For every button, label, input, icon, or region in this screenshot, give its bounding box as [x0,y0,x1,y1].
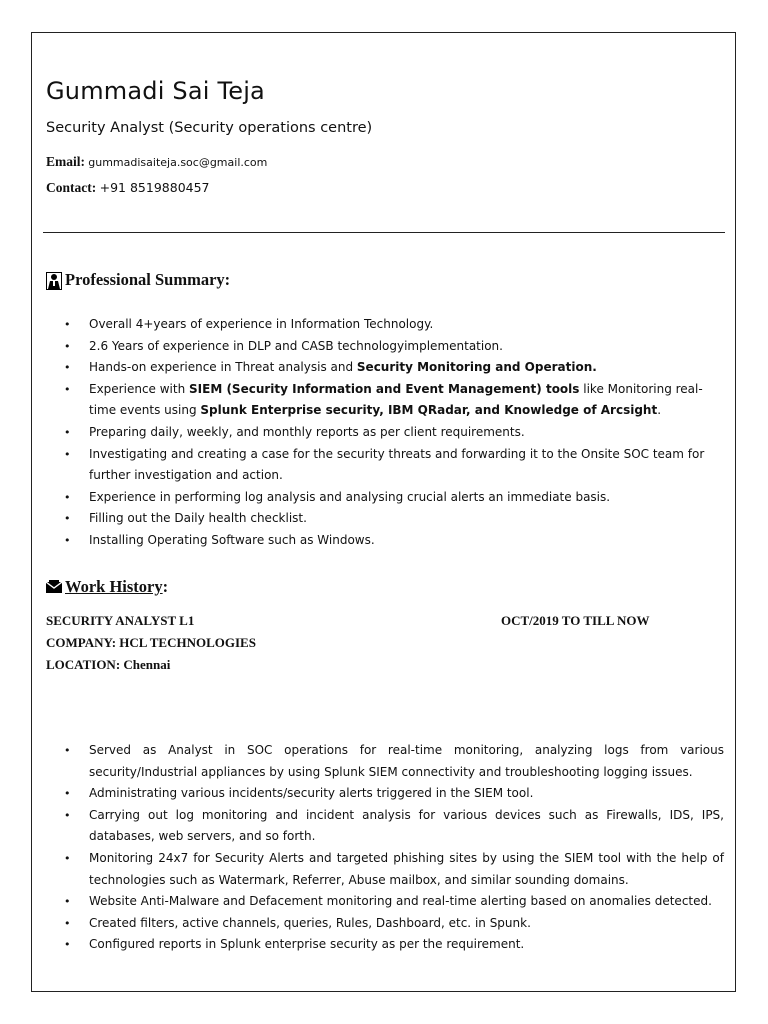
summary-item-text: like Monitoring real-time events using [89,381,703,418]
work-duty-item: • Website Anti-Malware and Defacement monitoring and real-time alerting based on anomalies detected. [64,891,724,913]
summary-item-bold-text: Security Monitoring and Operation. [356,360,597,375]
summary-item-text: Investigating and creating a case for the security threats and forwarding it to the Onsite SOC team for further investigation and action. [89,446,705,483]
summary-item-text: Overall 4+years of experience in Information Technology. [89,317,434,331]
work-dates: OCT/2019 TO TILL NOW [501,613,650,628]
work-history-colon: : [162,577,169,596]
work-duty-item: • Served as Analyst in SOC operations for real-time monitoring, analyzing logs from various security/Industrial appliances by using Splunk SIEM connectivity and troubleshooting logging issues. [64,740,724,783]
work-duty-item: • Configured reports in Splunk enterprise security as per the requirement. [64,934,724,956]
work-duty-item: • Monitoring 24x7 for Security Alerts and targeted phishing sites by using the SIEM tool with the help of technologies such as Watermark, Referrer, Abuse mailbox, and similar sounding domains. [64,848,724,891]
company-value: HCL TECHNOLOGIES [119,635,256,650]
work-duty-item: • Administrating various incidents/security alerts triggered in the SIEM tool. [64,783,724,805]
email-value: gummadisaiteja.soc@gmail.com [88,156,268,169]
contact-label: Contact: [46,180,97,195]
summary-item [64,314,724,336]
summary-item-text: . [657,403,662,418]
summary-item-text: Filling out the Daily health checklist. [89,511,307,526]
location-value: Chennai [123,657,171,672]
resume-page [31,32,736,992]
work-role: SECURITY ANALYST L1 [46,613,195,628]
summary-item [64,422,724,444]
summary-item [64,357,724,379]
summary-item [64,336,724,358]
summary-item-text: 2.6 Years of experience in DLP and CASB technologyimplementation. [89,338,503,353]
company-label: COMPANY: [46,635,117,650]
summary-item-text: Experience in performing log analysis and analysing crucial alerts an immediate basis. [89,489,611,504]
work-duties-list [64,740,724,956]
job-title: Security Analyst (Security operations centre) [46,120,373,136]
summary-list [64,314,724,552]
header-divider [43,232,725,233]
envelope-icon [46,579,62,597]
contact-value: +91 8519880457 [99,180,210,195]
summary-item-text: Preparing daily, weekly, and monthly reports as per client requirements. [89,424,525,439]
summary-item [64,530,724,552]
work-location-line [46,657,170,673]
professional-summary-title: Professional Summary [65,270,225,289]
summary-item-bold-text: SIEM (Security Information and Event Management) tools [189,381,580,396]
email-line [46,154,267,170]
professional-summary-colon: : [224,270,231,289]
summary-item-text: Installing Operating Software such as Windows. [89,532,375,547]
work-history-title: Work History [65,577,163,596]
work-duty-item: • Carrying out log monitoring and incident analysis for various devices such as Firewalls, IDS, IPS, databases, web servers, and so forth. [64,805,724,848]
work-company-line [46,635,256,651]
work-duty-item: • Created filters, active channels, queries, Rules, Dashboard, etc. in Spunk. [64,913,724,935]
location-label: LOCATION: [46,657,121,672]
professional-summary-heading [46,270,230,290]
email-label: Email: [46,154,85,169]
contact-line [46,180,210,196]
summary-item-bold-text: Splunk Enterprise security, IBM QRadar, and Knowledge of Arcsight [200,403,658,418]
candidate-name: Gummadi Sai Teja [46,77,265,105]
summary-item-text: Experience with [89,381,190,396]
summary-item [64,444,724,487]
work-history-heading [46,577,168,597]
summary-item [64,487,724,509]
person-icon [46,272,62,290]
summary-item [64,379,724,422]
summary-item-text: Hands-on experience in Threat analysis and [89,360,357,375]
summary-item [64,508,724,530]
